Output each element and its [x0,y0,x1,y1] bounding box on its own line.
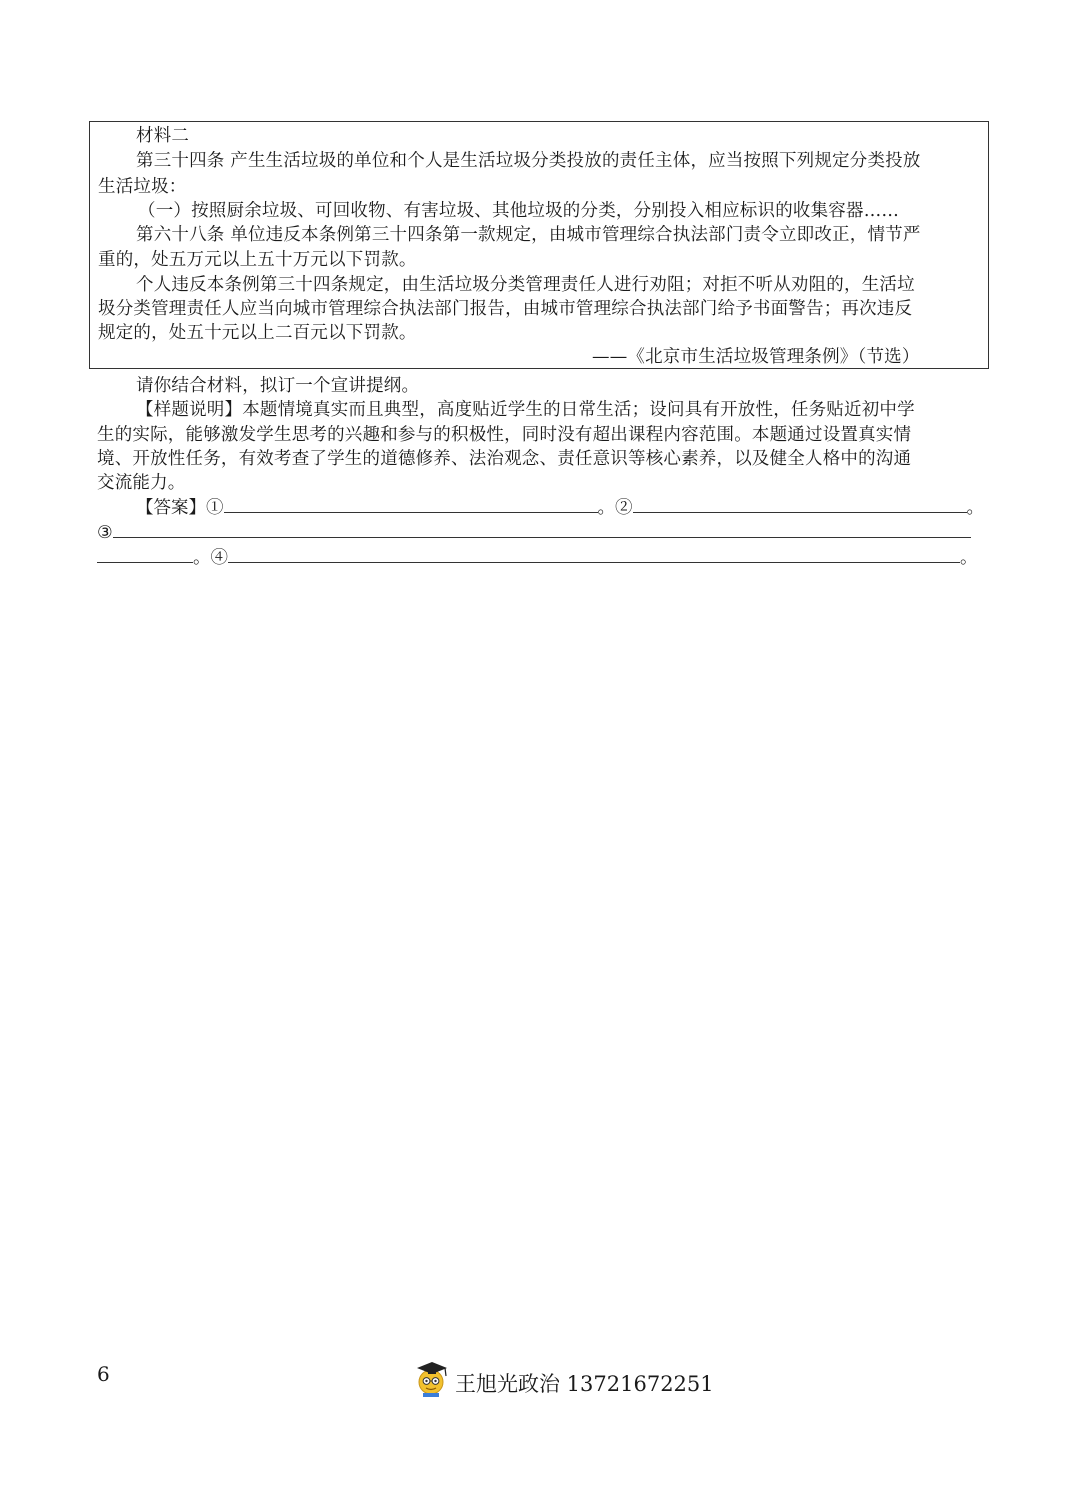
material-line: 第六十八条 单位违反本条例第三十四条第一款规定，由城市管理综合执法部门责令立即改正，情节严 [136,225,921,245]
answer-period: 。 [960,548,978,568]
footer-text: 王旭光政治 13721672251 [455,1372,714,1396]
answer-period: 。 [966,498,984,518]
answer-blank-3[interactable] [113,521,971,538]
material-line: 圾分类管理责任人应当向城市管理综合执法部门报告，由城市管理综合执法部门给予书面警告；再次违反 [98,299,913,319]
answer-mark-1: ① [206,498,224,518]
explanation-line: 【样题说明】本题情境真实而且典型，高度贴近学生的日常生活；设问具有开放性，任务贴近初中学 [136,400,915,420]
answer-mark-3: ③ [97,523,113,543]
question-text: 请你结合材料，拟订一个宣讲提纲。 [136,376,420,396]
answer-row-3 [97,546,978,570]
answer-period: 。 [193,548,211,568]
answer-blank-2[interactable] [633,496,967,513]
material-line: 规定的，处五十元以上二百元以下罚款。 [98,323,417,343]
material-line: 第三十四条 产生生活垃圾的单位和个人是生活垃圾分类投放的责任主体，应当按照下列规定分类投放 [136,151,921,171]
material-source: ——《北京市生活垃圾管理条例》（节选） [592,347,920,367]
material-box [89,121,989,369]
answer-mark-2: ② [615,498,633,518]
page-number: 6 [97,1362,110,1386]
explanation-line: 境、开放性任务，有效考查了学生的道德修养、法治观念、责任意识等核心素养，以及健全人格中的沟通 [97,449,912,469]
material-heading: 材料二 [136,126,190,146]
footer-brand [413,1358,714,1398]
answer-blank-3-cont[interactable] [97,546,193,563]
material-line: 个人违反本条例第三十四条规定，由生活垃圾分类管理责任人进行劝阻；对拒不听从劝阻的，生活垃 [136,275,915,295]
answer-blank-4[interactable] [228,546,960,563]
answer-label: 【答案】 [136,498,206,518]
explanation-line: 生的实际，能够激发学生思考的兴趣和参与的积极性，同时没有超出课程内容范围。本题通过设置真实情 [97,425,912,445]
material-line: 重的，处五万元以上五十万元以下罚款。 [98,250,417,270]
explanation-line: 交流能力。 [97,473,186,493]
material-line: （一）按照厨余垃圾、可回收物、有害垃圾、其他垃圾的分类，分别投入相应标识的收集容器…… [138,201,900,221]
graduate-emoji-icon [413,1358,451,1398]
answer-blank-1[interactable] [224,496,598,513]
material-line: 生活垃圾： [98,177,187,197]
answer-period: 。 [597,498,615,518]
answer-row-2 [97,521,971,545]
answer-row-1 [136,496,984,520]
answer-mark-4: ④ [210,548,228,568]
